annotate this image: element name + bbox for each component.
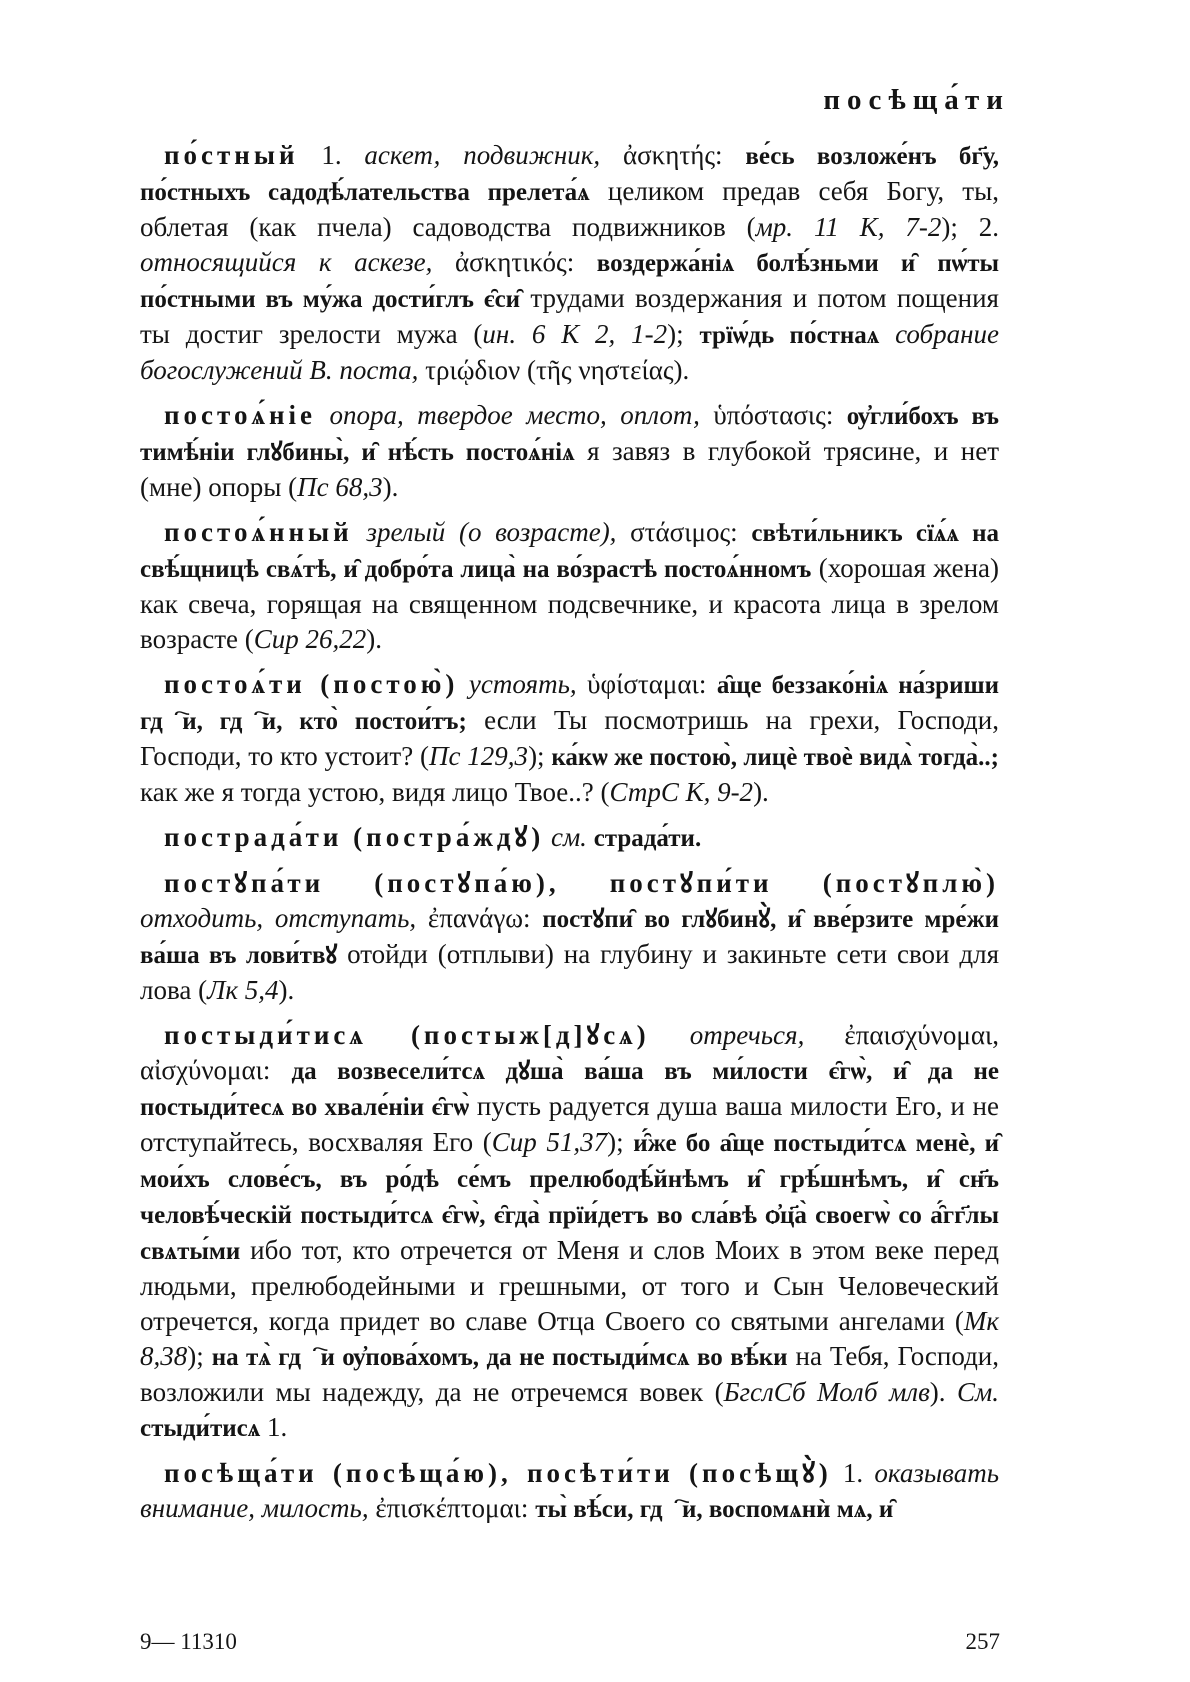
italic-text: устоять, (468, 669, 577, 699)
dictionary-entry (140, 667, 999, 810)
body-text: ἀσκητικός: (432, 247, 597, 277)
italic-text: оказывать внимание, милость, (140, 1458, 999, 1523)
body-text (650, 1020, 690, 1050)
body-text: (хорошая жена) как свеча, горящая на священном подсвечнике, и красота лица в зрелом возрасте ( (140, 553, 1000, 654)
dictionary-entry (140, 820, 999, 856)
church-slavonic-quote: стыди́тисѧ (140, 1415, 261, 1442)
italic-text: Лк 5,4 (207, 975, 279, 1005)
church-slavonic-quote: на тѧ̀ гдⷭ҇и ѹ҆пова́хомъ, да не постыди́мсѧ во вѣ́ки (211, 1344, 788, 1371)
body-text: ). (382, 472, 399, 502)
italic-text: СтрС К, 9-2 (609, 777, 754, 807)
church-slavonic-quote: постꙋпи̑ во глꙋбинꙋ̀, и̑ вве́рзите мре́жи ва́ша въ лови́твꙋ (140, 906, 999, 969)
italic-text: Сир 26,22 (253, 624, 367, 654)
headword: постоѧ́нный (164, 517, 353, 547)
entries-column (140, 138, 999, 1537)
body-text: целиком предав себя Богу, ты, облетая (как пчела) садоводства подвижников ( (140, 176, 999, 242)
body-text: ἐπανάγω: (416, 903, 543, 933)
body-text (353, 517, 367, 547)
body-text: ἀσκητής: (600, 140, 746, 170)
body-text: ἐπισκέπτομαι: (368, 1493, 536, 1523)
body-text: ); 2. (941, 212, 999, 242)
body-text: 1. (260, 1412, 288, 1442)
body-text (316, 400, 330, 430)
body-text: τριῴδιον (τῆς νηστείας). (418, 355, 690, 385)
italic-text: Пс 129,3 (429, 741, 529, 771)
body-text (458, 669, 469, 699)
italic-text: мр. 11 К, 7-2 (755, 212, 942, 242)
headword: постꙋпа́ти (постꙋпа́ю), постꙋпи́ти (постꙋплю̀) (164, 868, 999, 898)
body-text: трудами воздержания и потом пощения ты достиг зрелости мужа ( (140, 283, 999, 349)
italic-text: собрание богослужений В. поста, (140, 319, 1000, 385)
italic-text: См. (957, 1377, 999, 1407)
body-text: ὑπόστασις: (699, 400, 847, 430)
body-text: я завяз в глубокой трясине, и нет (мне) опоры ( (140, 436, 999, 502)
church-slavonic-quote: ѹ҆гли́бохъ въ тимѣ́ніи глꙋбины̀, и̑ нѣ́сть постоѧ́ніѧ (140, 403, 999, 466)
headword: по́стный (164, 140, 299, 170)
headword: постыди́тисѧ (постыж[д]ꙋсѧ) (164, 1020, 650, 1050)
body-text: отойди (отплыви) на глубину и закиньте сети свои для лова ( (140, 939, 999, 1005)
body-text: пусть радуется душа ваша милости Его, и не отступайтесь, восхваляя Его ( (140, 1091, 999, 1157)
body-text: ); (667, 319, 700, 349)
body-text: 1. (831, 1458, 875, 1488)
italic-text: аскет, подвижник, (364, 140, 601, 170)
church-slavonic-quote: свѣти́льникъ сїѧ́ѧ на свѣ́щницѣ свѧ́тѣ, и̑ добро́та лица̀ на во́зрастѣ постоѧ́нномъ (140, 520, 1000, 583)
body-text: στάσιμος: (616, 517, 752, 547)
italic-text: Сир 51,37 (491, 1127, 608, 1157)
body-text: как же я тогда устою, видя лицо Твое..? ( (140, 777, 610, 807)
body-text: ); (528, 741, 552, 771)
italic-text: отречься, (689, 1020, 805, 1050)
dictionary-entry (140, 515, 999, 657)
church-slavonic-quote: страда́ти. (593, 825, 702, 852)
body-text (879, 319, 895, 349)
body-text (544, 822, 551, 852)
italic-text: отходить, отступать, (140, 903, 417, 933)
body-text: ); (607, 1127, 634, 1157)
italic-text: см. (550, 822, 587, 852)
italic-text: БгслСб Молб млв (723, 1377, 930, 1407)
body-text: если Ты посмотришь на грехи, Господи, Господи, то кто устоит? ( (140, 705, 999, 771)
body-text: ἐπαισχύνομαι, αἰσχύνομαι: (140, 1020, 1000, 1085)
body-text (587, 822, 594, 852)
dictionary-entry (140, 398, 999, 505)
dictionary-entry (140, 138, 999, 388)
headword: пострада́ти (постра́ждꙋ) (164, 822, 545, 852)
church-slavonic-quote: воздержа́ніѧ болѣ́зньми и̑ пѡ́ты по́стными въ му́жа дости́глъ є̑си̑ (140, 250, 999, 313)
running-head: посѣща́ти (823, 84, 1010, 116)
italic-text: Пс 68,3 (297, 472, 383, 502)
body-text: ). (929, 1377, 957, 1407)
italic-text: Мк 8,38 (140, 1306, 999, 1371)
italic-text: относящийся к аскезе, (140, 247, 433, 277)
headword: постоѧ́ніе (164, 400, 316, 430)
church-slavonic-quote: да возвесели́тсѧ дꙋша̀ ва́ша въ ми́лости є̑гѡ̀, и̑ да не постыди́тесѧ во хвале́ніи є̑гѡ̀ (140, 1058, 999, 1121)
body-text: ). (366, 624, 382, 654)
headword: посѣща́ти (посѣща́ю), посѣти́ти (посѣщꙋ̀) (164, 1458, 832, 1488)
dictionary-entry (140, 1456, 999, 1527)
body-text: на Тебя, Господи, возложили мы надежду, да не отречемся вовек ( (140, 1341, 1000, 1407)
body-text: 1. (298, 140, 365, 170)
headword: постоѧ́ти (постою̀) (164, 669, 459, 699)
church-slavonic-quote: и̑́же бо а̑ще постыди́тсѧ менѐ, и̑ мои́хъ слове́съ, въ ро́дѣ се́мъ прелюбодѣ́йнѣмъ и̑ грѣ́шнѣмъ, и̑ сн҃ъ человѣ́ческій постыди́тсѧ є̑гѡ̀, є̑гда̀ прїи́детъ во сла́вѣ ѻ҆ц҃а̀ своегѡ̀ со а̑́гг҃лы свѧты́ми (140, 1130, 1000, 1265)
church-slavonic-quote: ты̀ вѣ́си, гдⷭ҇и, воспомѧнѝ мѧ, и̑ (535, 1496, 894, 1523)
body-text: ὑφίσταμαι: (576, 669, 717, 699)
body-text: ибо тот, кто отречется от Меня и слов Моих в этом веке перед людьми, прелюбодейными и грешными, от того и Сын Человеческий отречется, когда придет во славе Отца Своего со святыми ангелами ( (140, 1235, 999, 1336)
body-text: ). (753, 777, 769, 807)
church-slavonic-quote: ве́сь возложе́нъ бг҃у, по́стныхъ садодѣ́лательства прелета́ѧ (140, 143, 1000, 206)
dictionary-entry (140, 1018, 999, 1446)
printer-signature: 9— 11310 (140, 1629, 237, 1654)
church-slavonic-quote: ка́кѡ же постою̀, лицѐ твоѐ видѧ̀ тогда̀..; (551, 744, 999, 771)
church-slavonic-quote: а̑ще беззако́ніѧ на́зриши гдⷭ҇и, гдⷭ҇и, кто̀ постои́тъ; (140, 672, 999, 735)
dictionary-entry (140, 866, 999, 1008)
body-text: ). (278, 975, 295, 1005)
italic-text: ин. 6 К 2, 1-2 (482, 319, 668, 349)
church-slavonic-quote: трїѡ́дь по́стнаѧ (699, 322, 880, 349)
italic-text: зрелый (о возрасте), (366, 517, 617, 547)
italic-text: опора, твердое место, оплот, (329, 400, 700, 430)
page-number: 257 (965, 1629, 1000, 1654)
body-text: ); (187, 1341, 212, 1371)
